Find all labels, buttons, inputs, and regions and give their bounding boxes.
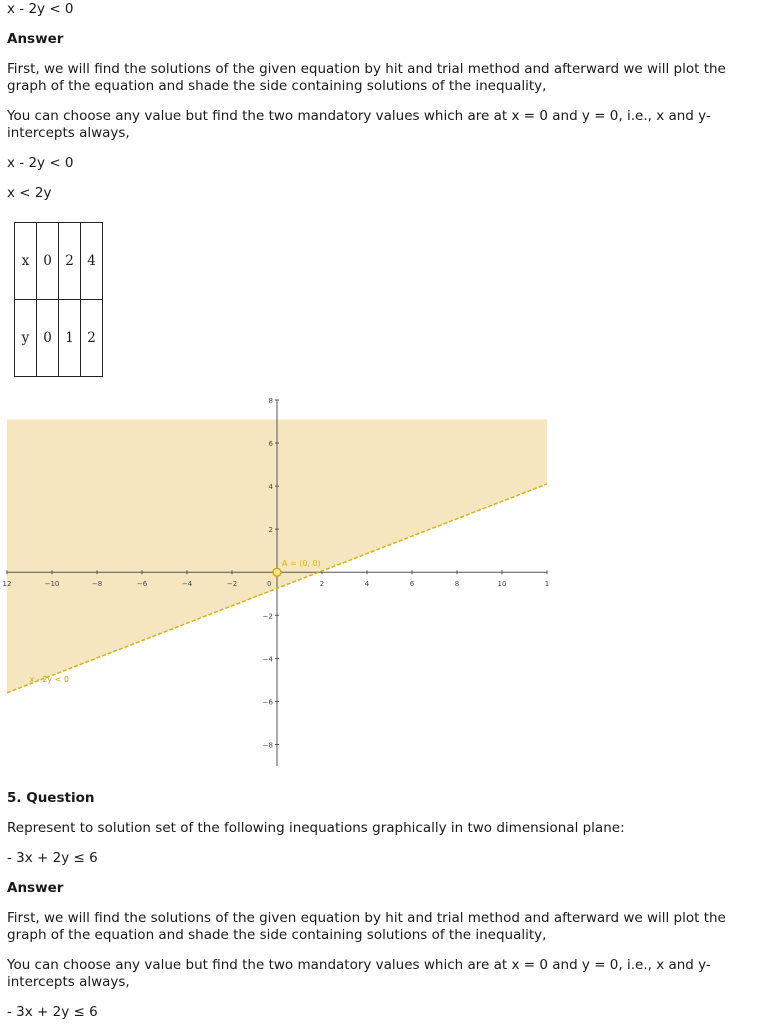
table-row-y <box>15 300 103 377</box>
values-table <box>14 222 103 377</box>
x-tick-label: −8 <box>91 580 103 589</box>
x-tick-label: 12 <box>2 580 12 589</box>
line-label: x - 2y < 0 <box>29 675 69 685</box>
question-heading: 5. Question <box>7 790 95 806</box>
table-row-x <box>15 223 103 300</box>
x-tick-label: 4 <box>364 580 370 589</box>
inequality-line-1: x - 2y < 0 <box>7 155 74 171</box>
table-cell: x <box>15 223 37 300</box>
x-tick-label: −2 <box>226 580 238 589</box>
table-cell: 0 <box>37 300 59 377</box>
x-tick-label: 10 <box>497 580 507 589</box>
y-tick-label: 8 <box>268 397 273 405</box>
x-tick-label: −4 <box>181 580 193 589</box>
x-tick-label: −6 <box>136 580 148 589</box>
table-cell: 2 <box>81 300 103 377</box>
answer-paragraph-4: You can choose any value but find the two mandatory values which are at x = 0 and y = 0, i.e., x and y- intercepts always, <box>7 957 711 990</box>
x-tick-label: −10 <box>44 580 60 589</box>
y-tick-label: −8 <box>262 741 273 750</box>
answer-paragraph-1: First, we will find the solutions of the given equation by hit and trial method and afterward we will plot the graph of the equation and shade the side containing solutions of the inequality, <box>7 61 726 94</box>
y-tick-label: −6 <box>262 698 273 707</box>
y-tick-label: 2 <box>268 526 273 535</box>
table-cell: 1 <box>59 300 81 377</box>
inequality-line-2: x < 2y <box>7 185 52 201</box>
question-inequality-line: - 3x + 2y ≤ 6 <box>7 1004 98 1020</box>
x-tick-label: 6 <box>409 580 415 589</box>
table-cell: 0 <box>37 223 59 300</box>
inequality-graph <box>0 396 560 780</box>
origin-label: 0 <box>267 580 272 589</box>
y-tick-label: −2 <box>262 612 273 621</box>
table-cell: 4 <box>81 223 103 300</box>
x-tick-label: 2 <box>319 580 325 589</box>
answer-heading-2: Answer <box>7 880 64 896</box>
question-prompt: Represent to solution set of the following inequations graphically in two dimensional plane: <box>7 820 625 836</box>
y-tick-label: −4 <box>262 655 273 664</box>
answer-paragraph-2: You can choose any value but find the two mandatory values which are at x = 0 and y = 0, i.e., x and y- intercepts always, <box>7 108 711 141</box>
answer-paragraph-3: First, we will find the solutions of the given equation by hit and trial method and afterward we will plot the graph of the equation and shade the side containing solutions of the inequality, <box>7 910 726 943</box>
point-a-label: A = (0, 0) <box>282 559 321 569</box>
point-a <box>273 568 281 576</box>
table-cell: y <box>15 300 37 377</box>
x-tick-label: 1 <box>544 580 550 589</box>
y-tick-label: 4 <box>268 483 273 492</box>
answer-heading: Answer <box>7 31 64 47</box>
x-tick-label: 8 <box>454 580 460 589</box>
question-inequality: - 3x + 2y ≤ 6 <box>7 850 98 866</box>
table-cell: 2 <box>59 223 81 300</box>
top-inequality: x - 2y < 0 <box>7 1 74 17</box>
y-tick-label: 6 <box>268 440 273 449</box>
